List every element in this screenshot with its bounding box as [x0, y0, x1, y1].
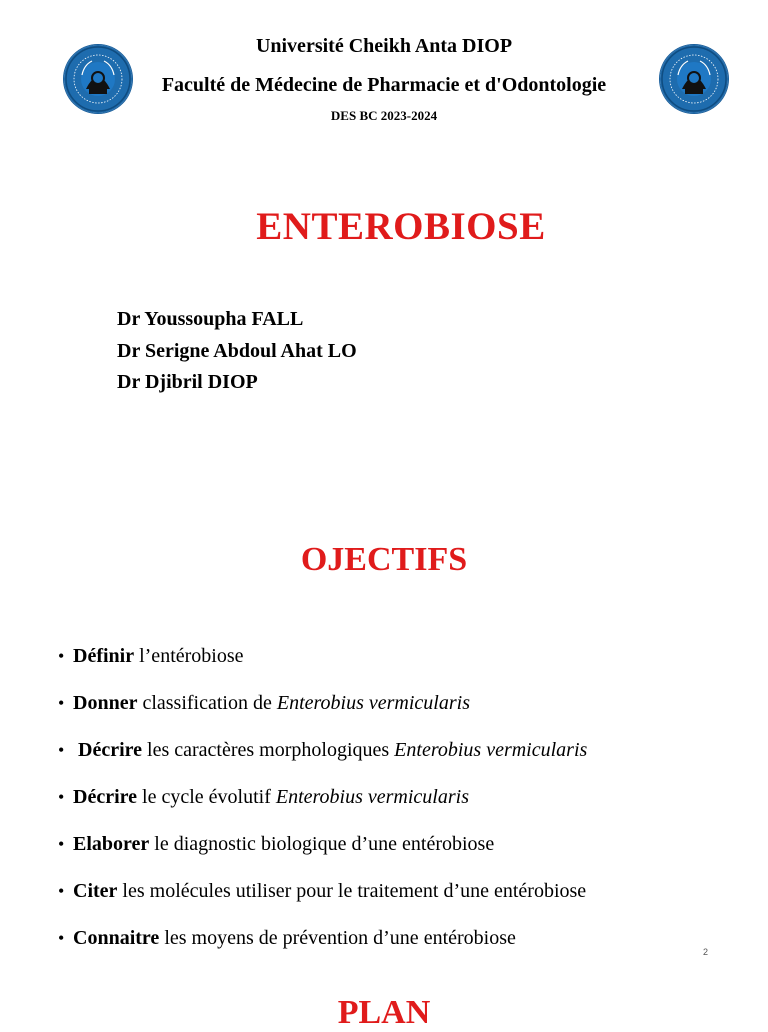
bullet-icon: • [58, 834, 65, 854]
objective-item [58, 680, 748, 727]
faculty-name: Faculté de Médecine de Pharmacie et d'Odontologie [161, 74, 607, 96]
plan-heading: PLAN [337, 994, 431, 1031]
objective-item [58, 633, 748, 680]
objective-verb: Citer [73, 880, 118, 902]
bullet-icon: • [58, 740, 65, 760]
objective-text: classification de [137, 692, 277, 714]
objective-verb: Décrire [78, 739, 143, 761]
objective-item [58, 868, 748, 915]
bullet-icon: • [58, 787, 65, 807]
objectives-list [58, 633, 748, 962]
bullet-icon: • [58, 928, 65, 948]
objective-verb: Décrire [73, 786, 138, 808]
objective-verb: Connaitre [73, 927, 160, 949]
objective-text: l’entérobiose [134, 645, 244, 667]
objective-text: les molécules utiliser pour le traitement d’une entérobiose [117, 880, 587, 902]
page-number: 2 [703, 947, 709, 957]
authors-list [117, 304, 357, 399]
objective-text: les caractères morphologiques [142, 739, 395, 761]
university-name: Université Cheikh Anta DIOP [255, 35, 513, 57]
author-name: Dr Serigne Abdoul Ahat LO [117, 339, 357, 362]
objective-text: le diagnostic biologique d’une entérobiose [149, 833, 495, 855]
objective-item [58, 821, 748, 868]
bullet-icon: • [58, 881, 65, 901]
program-label: DES BC 2023-2024 [330, 108, 438, 123]
species-name: Enterobius vermicularis [275, 786, 469, 808]
author-name: Dr Youssoupha FALL [117, 308, 304, 330]
author-name: Dr Djibril DIOP [117, 371, 258, 393]
objective-item [58, 727, 748, 774]
objectives-heading: OJECTIFS [300, 541, 468, 578]
species-name: Enterobius vermicularis [394, 739, 588, 761]
objective-verb: Donner [73, 692, 138, 714]
bullet-icon: • [58, 646, 65, 666]
bullet-icon: • [58, 693, 65, 713]
document-title: ENTEROBIOSE [256, 205, 546, 248]
objective-text: le cycle évolutif [137, 786, 276, 808]
objective-item [58, 915, 748, 962]
objective-verb: Elaborer [73, 833, 150, 855]
objective-item [58, 774, 748, 821]
objective-verb: Définir [73, 645, 135, 667]
species-name: Enterobius vermicularis [276, 692, 470, 714]
objective-text: les moyens de prévention d’une entérobiose [159, 927, 516, 949]
